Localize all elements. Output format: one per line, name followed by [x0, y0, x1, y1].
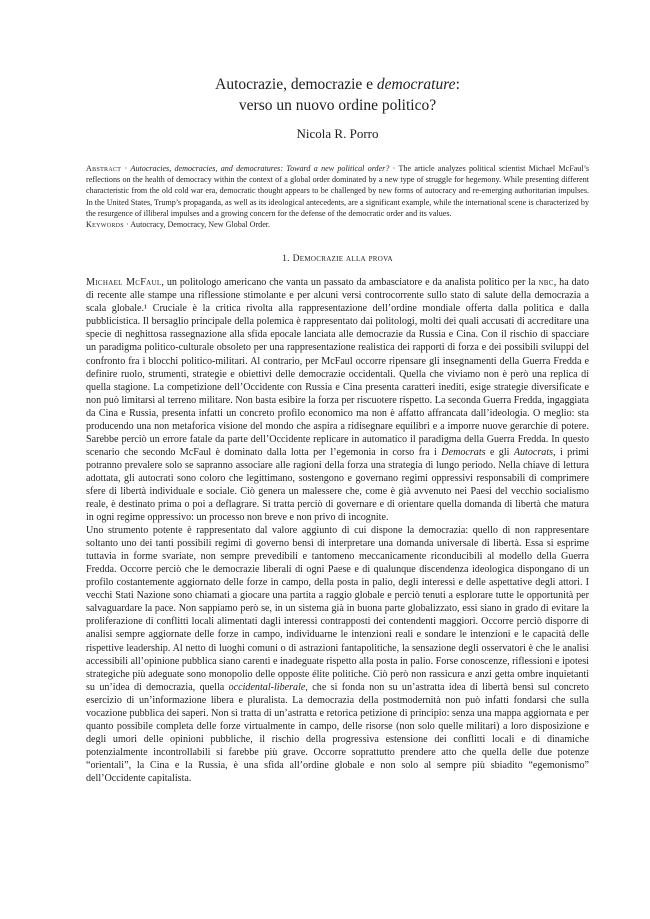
paragraph-1: [86, 276, 589, 524]
abstract-text: · The article analyzes political scientist Michael McFaul’s reflections on the health of democracy within the context of a global order dominated by a new type of struggle for hegemony. While presenting different characteristic from the old cold war era, democratic thought appears to be challenged by new forms of autocracy and re-emerging authoritarian impulses. In the United States, Trump’s propaganda, as well as its ideological antecedents, are a significant example, while the international scene is characterized by the resurgence of illiberal impulses and a growing concern for the defense of the democratic order and its values.: [86, 164, 590, 218]
paragraph-2: [86, 524, 589, 785]
abstract-english-title: Autocracies, democracies, and democratures: Toward a new political order?: [130, 164, 390, 173]
paragraph-1-text-c: e gli: [485, 446, 514, 458]
keywords-text: · Autocracy, Democracy, New Global Order.: [123, 220, 271, 230]
abstract-label: Abstract: [86, 164, 122, 173]
article-body: [86, 276, 589, 785]
paragraph-1-text-d: , i primi potranno prevalere solo se sapranno associare alle ragioni della forza una strategia di lungo periodo. Nella chiave di lettura adottata, gli autocrati sono coloro che legittimano, sostengono e governano regimi oppressivi responsabili di comprimere sfere di libertà individuale e sociale. Ciò genera un malessere che, come è già avvenuto nei Paesi del vecchio socialismo reale, è destinato prima o poi a deflagrare. Si tratta perciò di governare e di orientare quella domanda di libertà che matura in ogni regime oppressivo: un processo non breve e non privo di incognite.: [86, 446, 589, 524]
title-line1-colon: :: [455, 76, 460, 93]
paragraph-1-lead: Michael McFaul: [86, 277, 162, 289]
article-page: [86, 74, 589, 785]
keywords: [86, 219, 589, 230]
paragraph-1-text-b: , ha dato di recente alle stampe una riflessione stimolante e per alcuni versi controcorrente sullo stato di salute della democrazia a scala globale.¹ Cruciale è la critica rivolta alla rappresentazione dell’ordine mondiale offerta dalla politica e dalla pubblicistica. Il bersaglio principale della polemica è rappresentato dai politologi, molti dei quali accusati di accreditare una specie di neghittosa rassegnazione alla sfida epocale lanciata alle democrazie da Russia e Cina. Con il rischio di spacciare un paradigma politico-culturale obsoleto per una rappresentazione realistica dei rapporti di forza e dei possibili sviluppi del confronto fra i blocchi politico-militari. Al contrario, per McFaul occorre ripensare gli insegnamenti della Guerra Fredda e definire ruolo, strumenti, strategie e obiettivi delle democrazie occidentali. Quella che viviamo non è però una replica di quella stagione. La competizione dell’Occidente con Russia e Cina presenta caratteri inediti, esige strategie diversificate e non può limitarsi al terreno militare. Non basta esibire la forza per riscuotere rispetto. La seconda Guerra Fredda, ingaggiata da Cina e Russia, presenta infatti un concreto profilo economico ma non è affatto affrancata dall’ideologia. O meglio: sta producendo una non metaforica visione del mondo che aspira a ridisegnare equilibri e a imporre nuove gerarchie di potere. Sarebbe perciò un errore fatale da parte dell’Occidente replicare in automatico il paradigma della Guerra Fredda. In questo scenario che secondo McFaul è dominato dalla lotta per l’egemonia in corso fra i: [86, 277, 590, 458]
paragraph-1-text-a: , un politologo americano che vanta un passato da ambasciatore e da analista politico per la: [161, 277, 539, 289]
article-title: [86, 74, 589, 116]
title-line2: verso un nuovo ordine politico?: [238, 97, 437, 114]
abstract: [86, 163, 589, 219]
section-heading: 1. Democrazie alla prova: [282, 253, 393, 265]
term-occidental-liberale: occidental-liberale: [228, 681, 306, 693]
abstract-separator: ·: [121, 164, 131, 173]
term-autocrats: Autocrats: [513, 446, 554, 458]
paragraph-2-text-a: Uno strumento potente è rappresentato dal valore aggiunto di cui dispone la democrazia: quello di non rappresentare soltanto uno dei tanti possibili regimi di governo bensì di interpretare una domanda universale di libertà. Essa si esprime tuttavia in forme svariate, non sempre prevedibili e tantomeno meccanicamente riconducibili al modello della Guerra Fredda. Occorre perciò che le democrazie liberali di ogni Paese e di qualunque discendenza ideologica dispongano di un profilo costantemente aggiornato delle forze in campo, della posta in palio, degli interessi e delle aspettative degli attori. I vecchi Stati Nazione sono chiamati a giocare una partita a raggio globale e perciò tenuti a esplorare tutte le opportunità per salvaguardare la pace. Non sappiamo però se, in un sistema già in buona parte globalizzato, essi siano in grado di evitare la proliferazione di conflitti locali alimentati dagli interessi contrapposti dei contendenti maggiori. Occorre perciò disporre di analisi sempre aggiornate delle forze in campo, individuarne le intenzioni reali e sondare le intenzioni e le capacità delle rispettive leadership. Al netto di luoghi comuni o di astrazioni fantapolitiche, la sensazione degli osservatori è che le analisi accessibili all’opinione pubblica siano carenti e inadeguate rispetto alla posta in palio. Forse conoscenze, riflessioni e ipotesi strategiche più adeguate sono monopolio delle opposte élite politiche. Ciò però non rassicura e anzi getta ombre inquietanti su un’idea di democrazia, quella: [86, 525, 589, 693]
paragraph-2-text-b: , che si fonda non su un’astratta idea di libertà bensì sul concreto esercizio di un’informazione libera e pluralista. La democrazia della postmodernità non può infatti fondarsi che sulla vocazione pubblica dei saperi. Non si tratta di un’astratta e retorica petizione di principio: senza una mappa aggiornata e per quanto possibile completa delle forze virtualmente in campo, delle risorse (non solo quelle militari) a loro disposizione e degli umori delle opinioni pubbliche, il rischio della progressiva estensione dei conflitti locali e di dinamiche potenzialmente incontrollabili si farebbe più grave. Occorre soprattutto prendere atto che quella delle due potenze “orientali”, la Cina e la Russia, è una sfida all’ordine globale e non solo al sempre più sbiadito “egemonismo” dell’Occidente capitalista.: [86, 681, 589, 784]
title-line1-start: Autocrazie, democrazie e: [215, 76, 377, 93]
title-italic-word: democrature: [376, 76, 456, 93]
author-name: Nicola R. Porro: [296, 126, 379, 141]
keywords-label: Keywords: [86, 220, 124, 230]
nbc-abbrev: nbc: [538, 277, 554, 289]
term-democrats: Democrats: [441, 446, 486, 458]
